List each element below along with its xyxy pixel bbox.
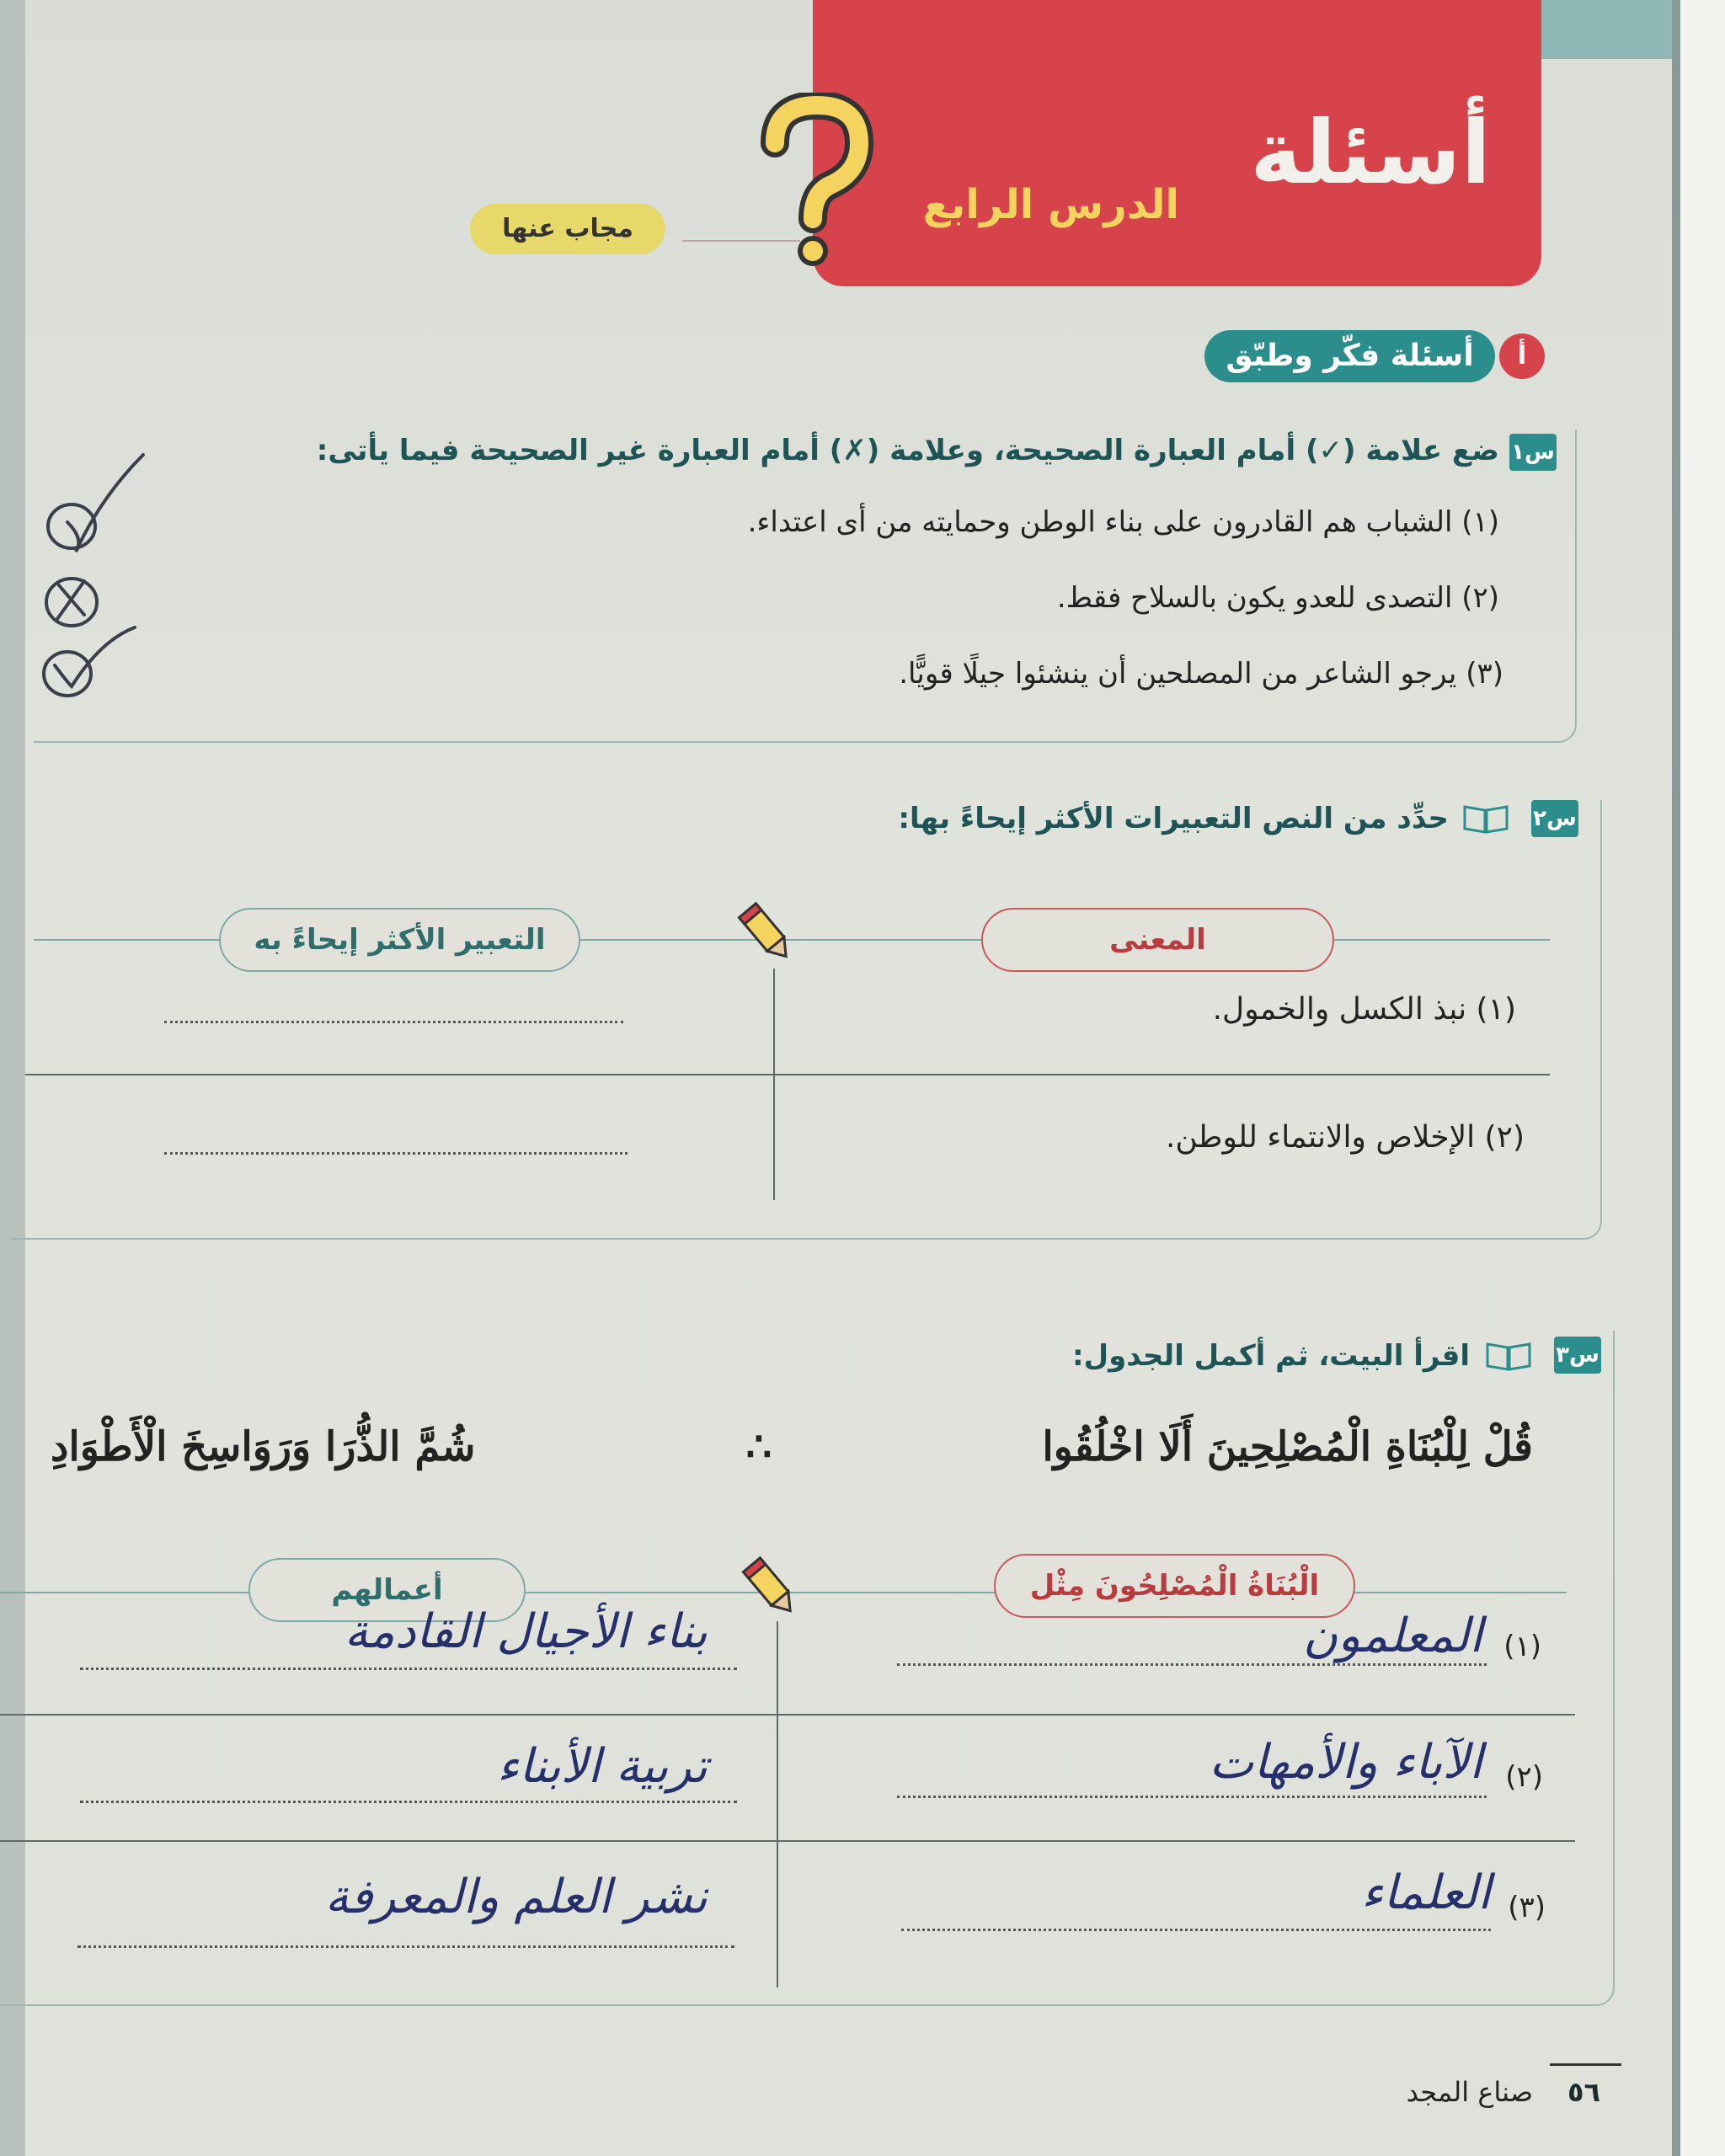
handwritten-check-marks: [34, 438, 152, 716]
column-header-expression: التعبير الأكثر إيحاءً به: [219, 908, 580, 972]
question-1-prompt: ضع علامة (✓) أمام العبارة الصحيحة، وعلامة (✗) أمام العبارة غير الصحيحة فيما يأتى:: [316, 434, 1499, 467]
handwritten-answer: المعلمون: [1303, 1609, 1482, 1663]
section-letter-badge: أ: [1499, 334, 1545, 379]
column-header-works: أعمالهم: [248, 1558, 526, 1622]
footer-rule: [1550, 2063, 1621, 2066]
verse-first-hemistich: قُلْ لِلْبُنَاةِ الْمُصْلِحِينَ أَلَا اخْلُقُوا: [1042, 1423, 1533, 1470]
page-title: أسئلة: [1250, 101, 1491, 204]
q1-statement: (٢) التصدى للعدو يكون بالسلاح فقط.: [1056, 581, 1499, 615]
answer-blank[interactable]: [80, 1801, 737, 1803]
question-3-badge: س٣: [1554, 1337, 1601, 1374]
poem-verse: [51, 1423, 1533, 1470]
lesson-title: الدرس الرابع: [922, 181, 1179, 228]
handwritten-answer: بناء الأجيال القادمة: [344, 1604, 708, 1659]
q1-statement: (١) الشباب هم القادرون على بناء الوطن وحمايته من أى اعتداء.: [747, 505, 1499, 539]
verse-second-hemistich: شُمَّ الذُّرَا وَرَوَاسِخَ الْأَطْوَادِ: [51, 1423, 476, 1470]
book-icon: [1484, 1339, 1533, 1373]
question-2-badge: س٢: [1531, 800, 1578, 837]
verse-separator: ∴: [745, 1423, 772, 1470]
table-row-divider: [0, 1840, 1575, 1842]
table-row-divider: [25, 1074, 1550, 1075]
question-mark-icon: [750, 93, 876, 270]
header-connector: [682, 240, 800, 242]
page-edge: [1680, 0, 1725, 2156]
page-number: ٥٦: [1567, 2076, 1600, 2108]
question-1-badge: س١: [1509, 434, 1557, 471]
row-number: (٣): [1508, 1891, 1546, 1924]
column-header-builders: الْبُنَاةُ الْمُصْلِحُونَ مِثْل: [994, 1554, 1355, 1618]
table-column-divider: [773, 969, 775, 1200]
answer-blank[interactable]: [164, 1152, 628, 1155]
answer-blank[interactable]: [897, 1796, 1487, 1798]
q2-row-meaning: (١) نبذ الكسل والخمول.: [1212, 992, 1516, 1027]
book-title: صناع المجد: [1406, 2076, 1533, 2108]
pencil-icon: [737, 899, 796, 967]
q2-row-meaning: (٢) الإخلاص والانتماء للوطن.: [1165, 1120, 1525, 1155]
answer-blank[interactable]: [164, 1021, 623, 1023]
answer-blank[interactable]: [901, 1929, 1491, 1931]
question-3-prompt: اقرأ البيت، ثم أكمل الجدول:: [1072, 1339, 1470, 1373]
column-header-meaning: المعنى: [981, 908, 1334, 972]
question-2-prompt: حدِّد من النص التعبيرات الأكثر إيحاءً بها:: [898, 802, 1449, 835]
answer-blank[interactable]: [897, 1663, 1487, 1666]
answer-blank[interactable]: [80, 1668, 737, 1670]
answered-badge: مجاب عنها: [470, 204, 665, 254]
top-teal-band: [1541, 0, 1672, 59]
table-row-divider: [0, 1714, 1575, 1716]
pencil-icon: [741, 1554, 800, 1621]
answer-blank[interactable]: [77, 1945, 734, 1948]
handwritten-answer: نشر العلم والمعرفة: [324, 1870, 708, 1924]
row-number: (٢): [1505, 1760, 1543, 1794]
handwritten-answer: العلماء: [1361, 1865, 1491, 1920]
q1-statement: (٣) يرجو الشاعر من المصلحين أن ينشئوا جيلًا قويًّا.: [899, 657, 1503, 691]
row-number: (١): [1503, 1630, 1541, 1663]
handwritten-answer: الآباء والأمهات: [1209, 1735, 1482, 1790]
book-icon: [1461, 802, 1510, 835]
handwritten-answer: تربية الأبناء: [496, 1739, 708, 1794]
section-title: أسئلة فكّر وطبّق: [1204, 330, 1495, 382]
table-column-divider: [777, 1621, 778, 1988]
